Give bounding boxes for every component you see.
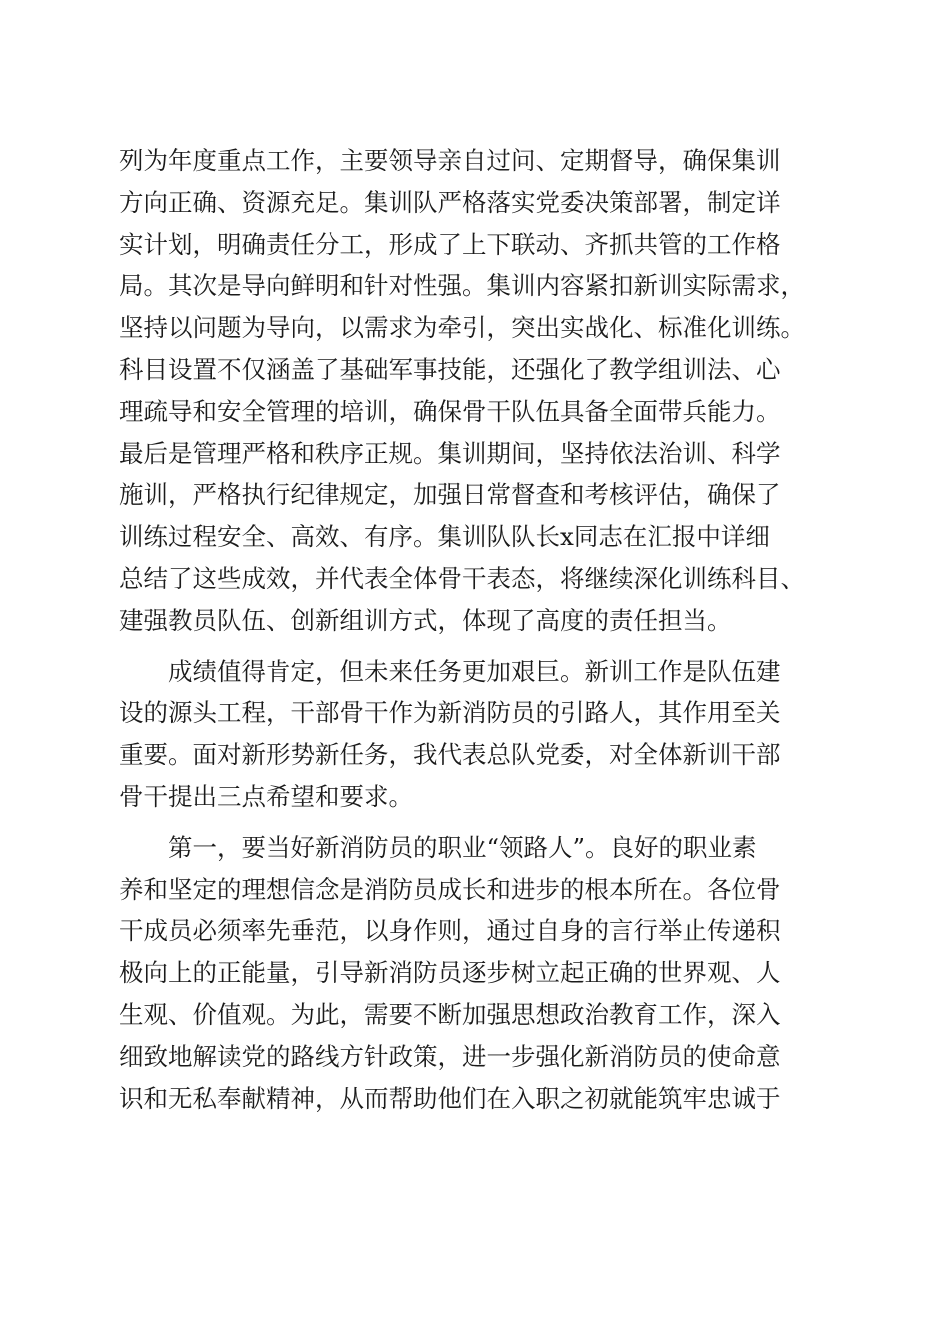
- text-line: 设的源头工程，干部骨干作为新消防员的引路人，其作用至关: [119, 698, 781, 728]
- text-line: 细致地解读党的路线方针政策，进一步强化新消防员的使命意: [119, 1041, 781, 1071]
- text-line: 局。其次是导向鲜明和针对性强。集训内容紧扣新训实际需求，: [119, 271, 805, 301]
- text-line: 干成员必须率先垂范，以身作则，通过自身的言行举止传递积: [119, 916, 781, 946]
- text-line: 生观、价值观。为此，需要不断加强思想政治教育工作，深入: [119, 999, 781, 1029]
- text-line: 理疏导和安全管理的培训，确保骨干队伍具备全面带兵能力。: [119, 396, 781, 426]
- text-line: 养和坚定的理想信念是消防员成长和进步的根本所在。各位骨: [119, 874, 781, 904]
- text-line: 成绩值得肯定，但未来任务更加艰巨。新训工作是队伍建: [168, 656, 781, 686]
- text-line: 识和无私奉献精神，从而帮助他们在入职之初就能筑牢忠诚于: [119, 1083, 781, 1113]
- text-line: 重要。面对新形势新任务，我代表总队党委，对全体新训干部: [119, 740, 781, 770]
- paragraph-3: [119, 827, 859, 1120]
- text-line: 实计划，明确责任分工，形成了上下联动、齐抓共管的工作格: [119, 229, 781, 259]
- text-line: 第一，要当好新消防员的职业“领路人”。良好的职业素: [168, 832, 757, 862]
- text-line: 骨干提出三点希望和要求。: [119, 781, 413, 811]
- text-line: 训练过程安全、高效、有序。集训队队长x同志在汇报中详细: [119, 522, 770, 552]
- text-line: 总结了这些成效，并代表全体骨干表态，将继续深化训练科目、: [119, 563, 805, 593]
- paragraph-1: [119, 140, 859, 642]
- text-line: 建强教员队伍、创新组训方式，体现了高度的责任担当。: [119, 605, 732, 635]
- document-body: [119, 140, 859, 1119]
- text-line: 坚持以问题为导向，以需求为牵引，突出实战化、标准化训练。: [119, 313, 805, 343]
- paragraph-2: [119, 651, 859, 818]
- text-line: 极向上的正能量，引导新消防员逐步树立起正确的世界观、人: [119, 958, 781, 988]
- text-line: 列为年度重点工作，主要领导亲自过问、定期督导，确保集训: [119, 146, 781, 175]
- text-line: 方向正确、资源充足。集训队严格落实党委决策部署，制定详: [119, 187, 781, 217]
- text-line: 最后是管理严格和秩序正规。集训期间，坚持依法治训、科学: [119, 438, 781, 468]
- text-line: 科目设置不仅涵盖了基础军事技能，还强化了教学组训法、心: [119, 354, 781, 384]
- text-line: 施训，严格执行纪律规定，加强日常督查和考核评估，确保了: [119, 480, 781, 510]
